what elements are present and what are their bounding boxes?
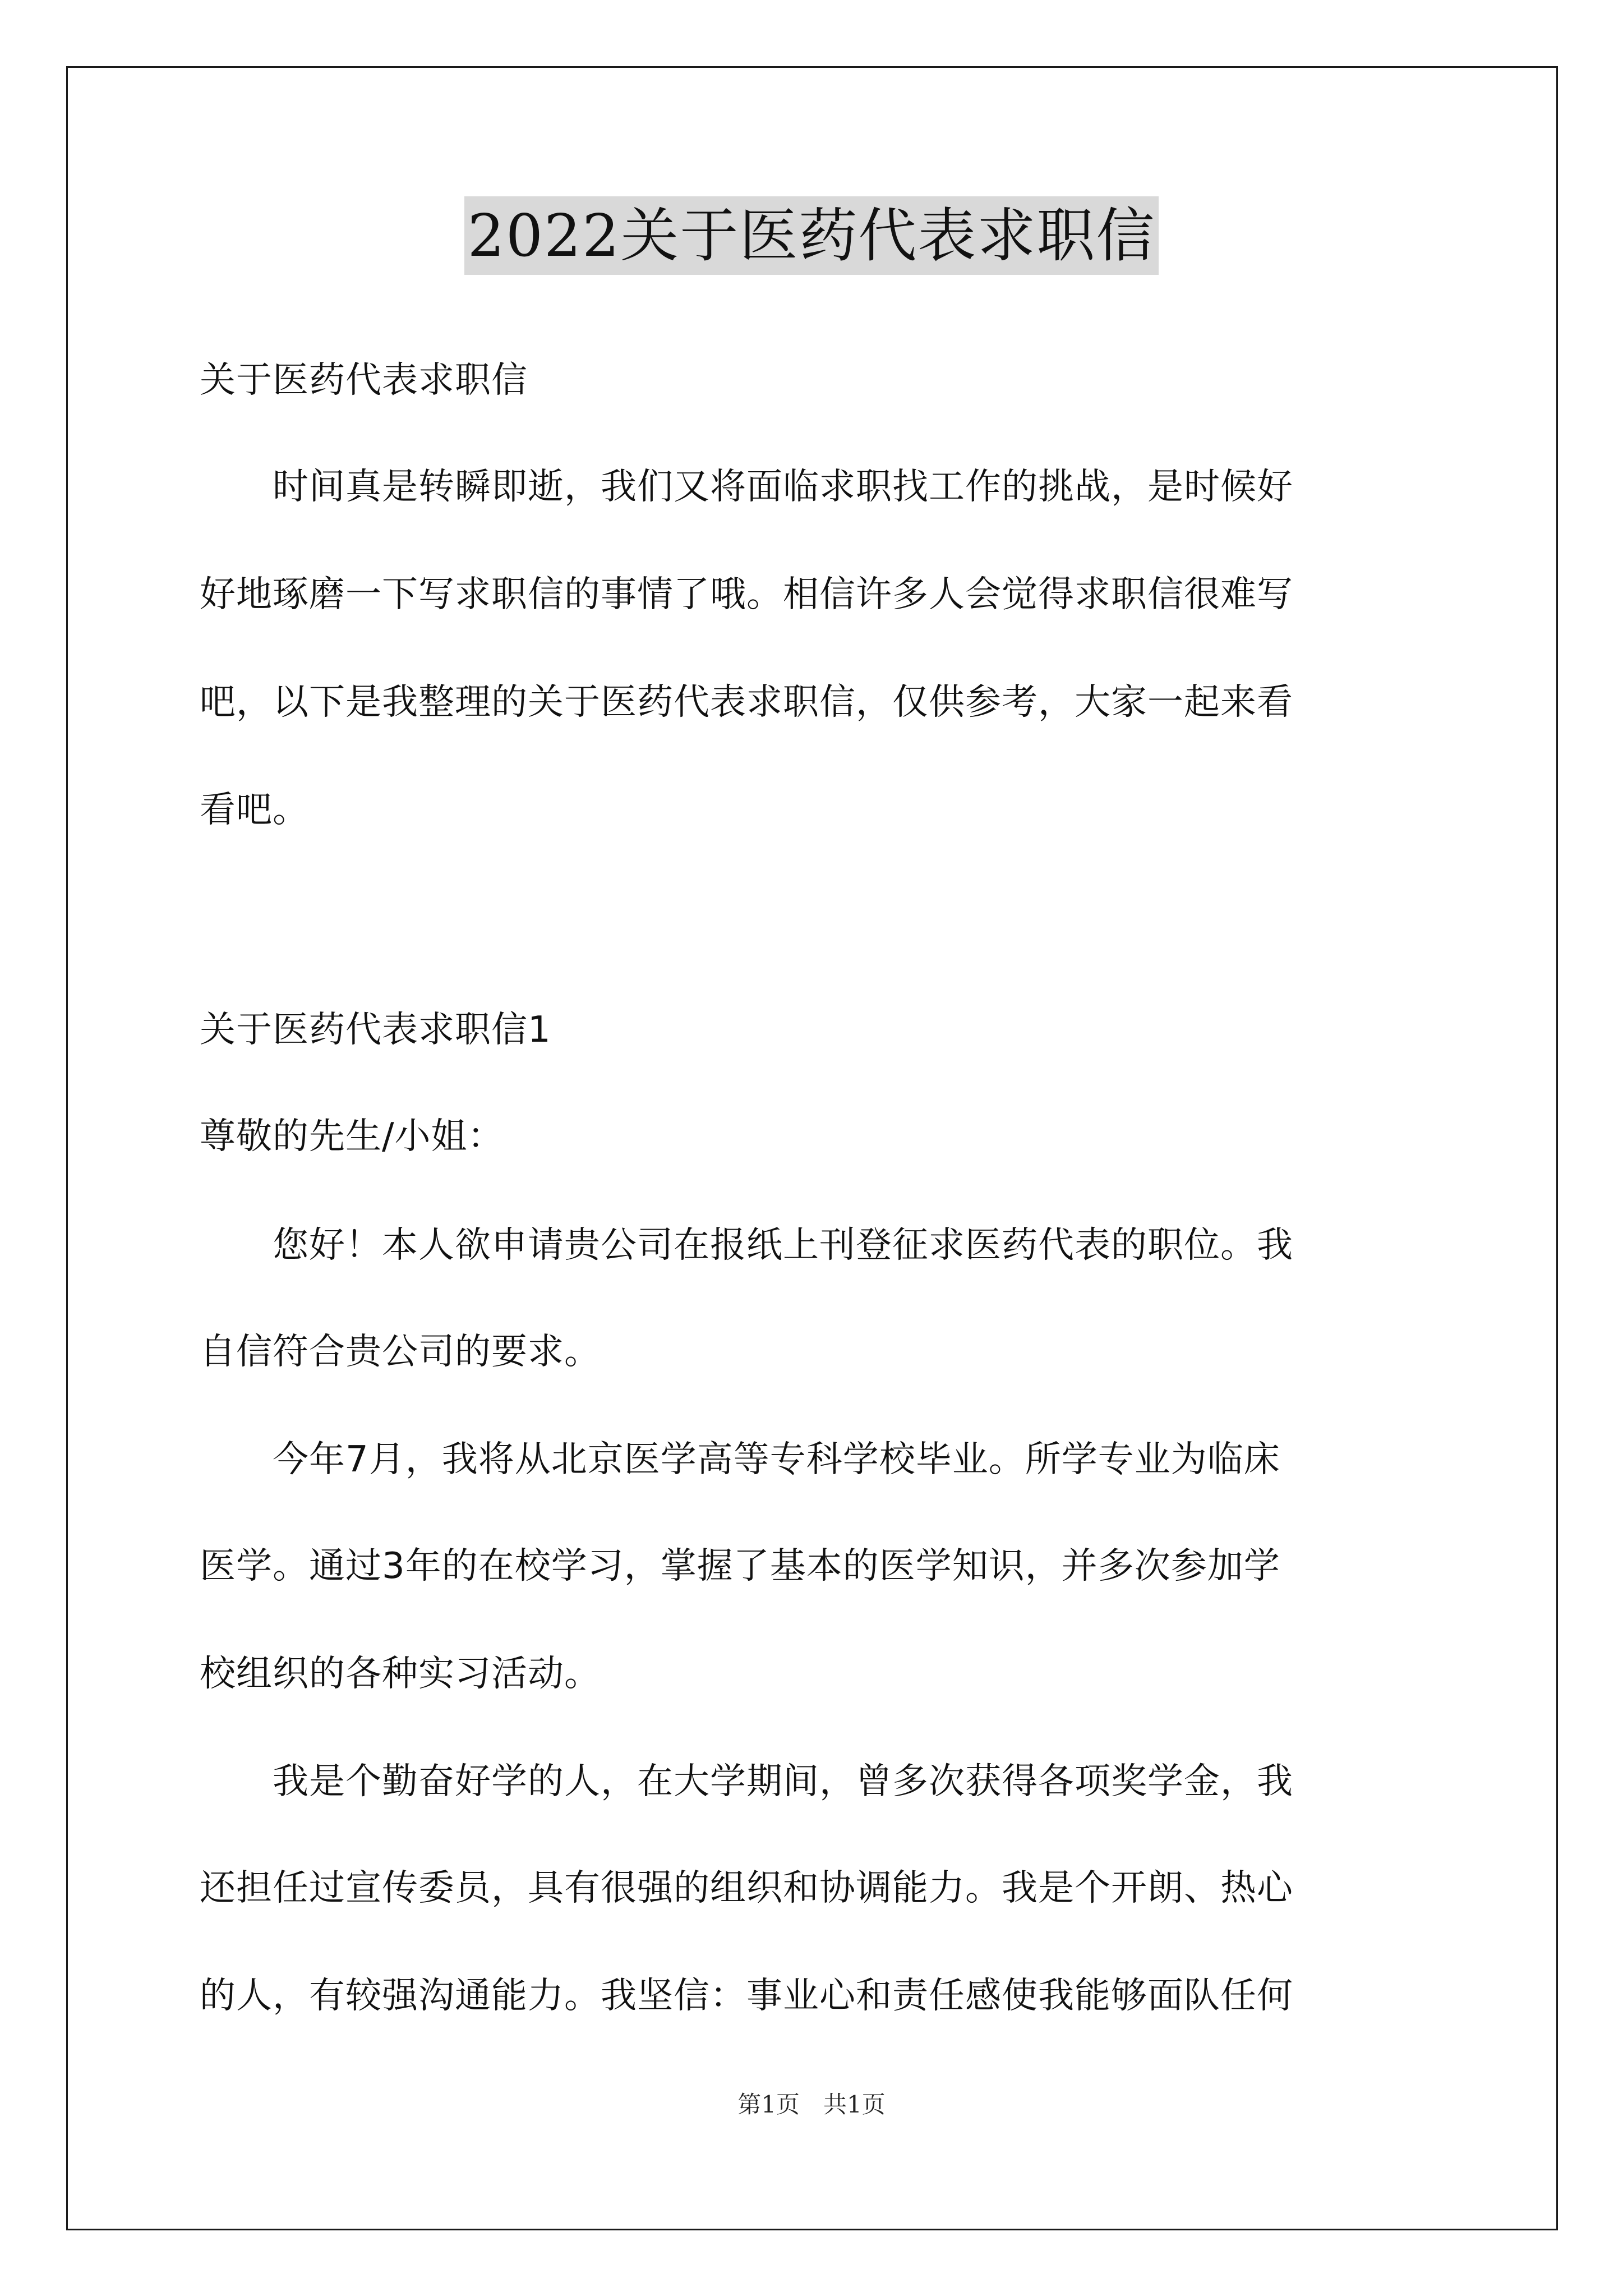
intro-line: 时间真是转瞬即逝，我们又将面临求职找工作的挑战，是时候好 xyxy=(200,466,1293,508)
intro-line: 好地琢磨一下写求职信的事情了哦。相信许多人会觉得求职信很难写 xyxy=(200,574,1293,615)
body-line: 医学。通过3年的在校学习，掌握了基本的医学知识，并多次参加学 xyxy=(200,1545,1280,1587)
intro-line: 吧，以下是我整理的关于医药代表求职信，仅供参考，大家一起来看 xyxy=(200,682,1293,723)
page-footer: 第1页 共1页 xyxy=(737,2091,886,2118)
body-line: 校组织的各种实习活动。 xyxy=(200,1653,601,1695)
salutation: 尊敬的先生/小姐： xyxy=(200,1116,504,1157)
title-container xyxy=(0,196,1623,275)
section-heading: 关于医药代表求职信1 xyxy=(200,1009,551,1051)
body-line: 我是个勤奋好学的人，在大学期间，曾多次获得各项奖学金，我 xyxy=(200,1761,1293,1802)
body-line: 自信符合贵公司的要求。 xyxy=(200,1331,601,1373)
body-line: 的人，有较强沟通能力。我坚信：事业心和责任感使我能够面队任何 xyxy=(200,1975,1293,2017)
body-line: 还担任过宣传委员，具有很强的组织和协调能力。我是个开朗、热心 xyxy=(200,1867,1293,1909)
document-title: 2022关于医药代表求职信 xyxy=(464,196,1159,275)
subtitle: 关于医药代表求职信 xyxy=(200,360,528,401)
body-line: 今年7月，我将从北京医学高等专科学校毕业。所学专业为临床 xyxy=(200,1439,1280,1480)
intro-line: 看吧。 xyxy=(200,789,309,831)
body-line: 您好！本人欲申请贵公司在报纸上刊登征求医药代表的职位。我 xyxy=(200,1225,1293,1266)
